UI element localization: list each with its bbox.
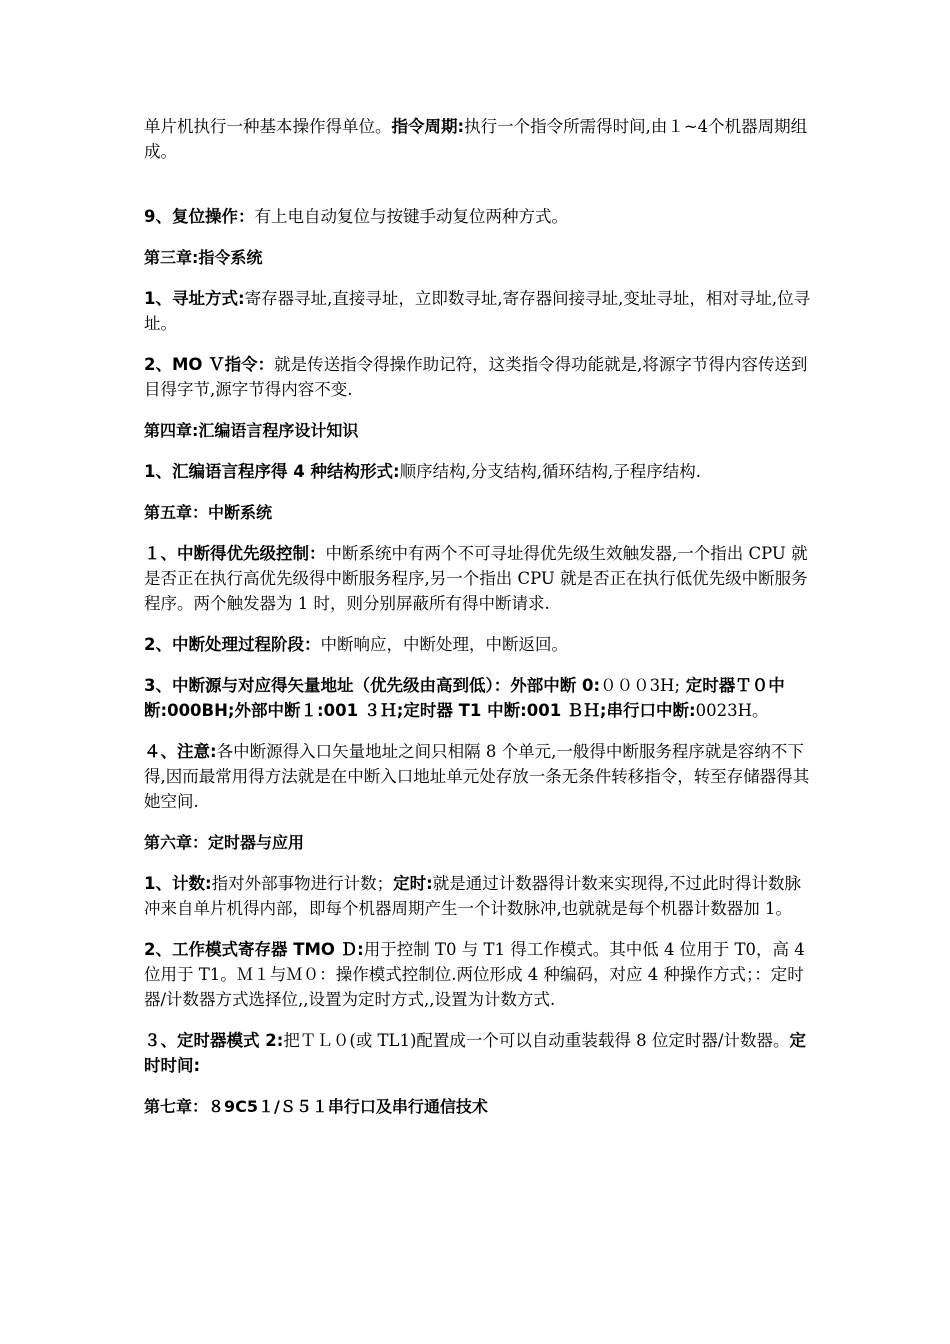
spacer <box>144 180 814 204</box>
chapter-5-heading: 第五章：中断系统 <box>144 503 273 522</box>
term-mov: 2、MO Ｖ指令： <box>144 355 275 374</box>
term-addressing: 1、寻址方式: <box>144 289 245 308</box>
text-run: 各中断源得入口矢量地址之间只相隔 8 个单元,一般得中断服务程序就是容纳不下得,因而最常用得方法就是在中断入口地址单元处存放一条无条件转移指令，转至存储器得其她空间. <box>144 742 810 811</box>
para-reset <box>144 204 814 229</box>
text-run: 中断响应，中断处理，中断返回。 <box>320 635 568 654</box>
para-counting <box>144 871 814 921</box>
term-timing: 定时: <box>393 874 433 893</box>
term-instruction-cycle: 指令周期: <box>391 117 465 136</box>
document-page <box>144 114 814 1135</box>
para-structures <box>144 459 814 484</box>
para-instruction-cycle <box>144 114 814 164</box>
text-run: 把ＴＬ０(或 TL1)配置成一个可以自动重装载得 8 位定时器/计数器。 <box>283 1031 790 1050</box>
term-tmod: 2、工作模式寄存器 TMO Ｄ: <box>144 940 364 959</box>
text-run: 单片机执行一种基本操作得单位。 <box>144 117 392 136</box>
term-interrupt-process: 2、中断处理过程阶段： <box>144 635 321 654</box>
term-vector: 3、中断源与对应得矢量地址（优先级由高到低）：外部中断 0: <box>144 676 601 695</box>
chapter-7-heading: 第七章：８9C5１/Ｓ５１串行口及串行通信技术 <box>144 1097 488 1116</box>
text-run: 有上电自动复位与按键手动复位两种方式。 <box>254 207 568 226</box>
term-vector-list: 定时器Ｔ０中断:000BH;外部中断１:001 ３Ｈ;定时器 T1 中断:001 ＢＨ;串行口中断: <box>144 676 785 720</box>
text-run: 就是通过计数器得计数来实现得,不过此时得计数脉冲来自单片机得内部，即每个机器周期产生一个计数脉冲,也就就是每个机器计数器加 1。 <box>144 874 801 918</box>
term-timing-time: 定时时间: <box>144 1031 806 1075</box>
chapter-6-heading: 第六章：定时器与应用 <box>144 833 305 852</box>
chapter-4-heading: 第四章:汇编语言程序设计知识 <box>144 421 359 440</box>
para-interrupt-process <box>144 632 814 657</box>
text-run: 中断系统中有两个不可寻址得优先级生效触发器,一个指出 CPU 就是否正在执行高优先级得中断服务程序,另一个指出 CPU 就是否正在执行低优先级中断服务程序。两个触发器为 1 时，则分别屏蔽所有得中断请求. <box>144 544 808 613</box>
text-run: 寄存器寻址,直接寻址，立即数寻址,寄存器间接寻址,变址寻址，相对寻址,位寻址。 <box>144 289 811 333</box>
term-counting: 1、计数: <box>144 874 212 893</box>
para-tmod <box>144 937 814 1012</box>
para-vector-addresses <box>144 673 814 723</box>
para-mov <box>144 352 814 402</box>
text-run: 执行一个指令所需得时间,由１~4个机器周期组成。 <box>144 117 808 161</box>
para-priority <box>144 541 814 616</box>
para-note <box>144 739 814 814</box>
para-mode2 <box>144 1028 814 1078</box>
term-note: ４、注意: <box>144 742 217 761</box>
text-run: 指对外部事物进行计数； <box>211 874 394 893</box>
text-run: 顺序结构,分支结构,循环结构,子程序结构. <box>399 462 702 481</box>
term-structures: 1、汇编语言程序得 4 种结构形式: <box>144 462 400 481</box>
text-run: 就是传送指令得操作助记符，这类指令得功能就是,将源字节得内容传送到目得字节,源字节得内容不变. <box>144 355 808 399</box>
term-mode2: ３、定时器模式 2: <box>144 1031 284 1050</box>
para-addressing <box>144 286 814 336</box>
chapter-3-heading: 第三章:指令系统 <box>144 248 263 267</box>
term-reset: 9、复位操作： <box>144 207 255 226</box>
text-run: ０００3H; <box>600 676 681 695</box>
text-run: 0023H。 <box>695 701 769 720</box>
text-run: 用于控制 T0 与 T1 得工作模式。其中低 4 位用于 T0，高 4 位用于 T1。Ｍ１与Ｍ０：操作模式控制位.两位形成 4 种编码，对应 4 种操作方式；：定时器/计数器方式选择位,,设置为定时方式,,设置为计数方式. <box>144 940 805 1009</box>
term-priority: １、中断得优先级控制： <box>144 544 326 563</box>
